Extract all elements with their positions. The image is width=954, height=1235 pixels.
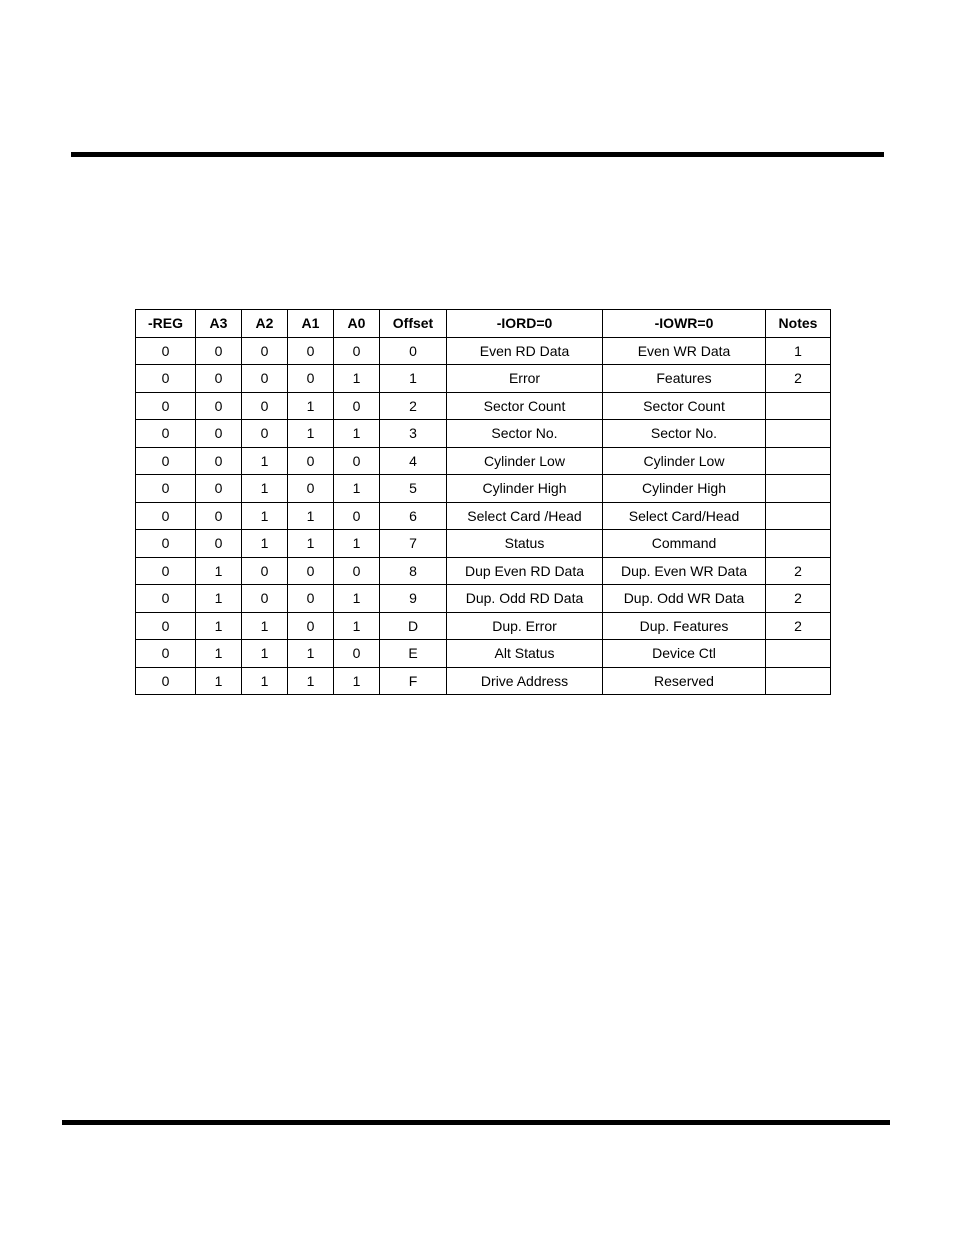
cell-offset: 5 xyxy=(380,475,447,503)
cell-notes xyxy=(766,530,831,558)
cell-iowr: Dup. Even WR Data xyxy=(603,557,766,585)
cell-a1: 1 xyxy=(288,640,334,668)
cell-a3: 0 xyxy=(196,530,242,558)
cell-a2: 0 xyxy=(242,365,288,393)
cell-a1: 0 xyxy=(288,365,334,393)
cell-a3: 1 xyxy=(196,585,242,613)
cell-iord: Even RD Data xyxy=(447,337,603,365)
cell-a2: 0 xyxy=(242,392,288,420)
cell-notes xyxy=(766,420,831,448)
column-header-iord: -IORD=0 xyxy=(447,310,603,338)
cell-reg: 0 xyxy=(136,502,196,530)
cell-a2: 1 xyxy=(242,667,288,695)
cell-offset: 1 xyxy=(380,365,447,393)
cell-reg: 0 xyxy=(136,585,196,613)
table-row xyxy=(136,475,831,503)
cell-iord: Dup. Error xyxy=(447,612,603,640)
cell-notes xyxy=(766,640,831,668)
cell-a0: 0 xyxy=(334,557,380,585)
cell-reg: 0 xyxy=(136,337,196,365)
cell-reg: 0 xyxy=(136,447,196,475)
cell-a2: 0 xyxy=(242,585,288,613)
table-row xyxy=(136,337,831,365)
cell-a3: 0 xyxy=(196,337,242,365)
cell-iowr: Reserved xyxy=(603,667,766,695)
cell-offset: 7 xyxy=(380,530,447,558)
cell-a2: 1 xyxy=(242,612,288,640)
column-header-notes: Notes xyxy=(766,310,831,338)
table-header-row xyxy=(136,310,831,338)
cell-a1: 0 xyxy=(288,447,334,475)
table-row xyxy=(136,585,831,613)
cell-a2: 1 xyxy=(242,502,288,530)
table-row xyxy=(136,640,831,668)
cell-a0: 1 xyxy=(334,612,380,640)
cell-iord: Cylinder Low xyxy=(447,447,603,475)
cell-notes: 2 xyxy=(766,365,831,393)
column-header-a1: A1 xyxy=(288,310,334,338)
cell-offset: 8 xyxy=(380,557,447,585)
cell-iord: Error xyxy=(447,365,603,393)
cell-a0: 1 xyxy=(334,530,380,558)
cell-a3: 1 xyxy=(196,640,242,668)
cell-a0: 0 xyxy=(334,392,380,420)
cell-iord: Drive Address xyxy=(447,667,603,695)
cell-a0: 1 xyxy=(334,365,380,393)
cell-iowr: Command xyxy=(603,530,766,558)
column-header-a2: A2 xyxy=(242,310,288,338)
column-header-a3: A3 xyxy=(196,310,242,338)
cell-iowr: Cylinder High xyxy=(603,475,766,503)
cell-offset: 3 xyxy=(380,420,447,448)
column-header-a0: A0 xyxy=(334,310,380,338)
cell-offset: E xyxy=(380,640,447,668)
cell-reg: 0 xyxy=(136,640,196,668)
cell-a2: 0 xyxy=(242,337,288,365)
table-row xyxy=(136,667,831,695)
cell-a1: 0 xyxy=(288,475,334,503)
cell-iord: Dup Even RD Data xyxy=(447,557,603,585)
cell-a3: 1 xyxy=(196,612,242,640)
table-row xyxy=(136,612,831,640)
cell-a3: 0 xyxy=(196,447,242,475)
cell-iord: Sector Count xyxy=(447,392,603,420)
cell-a1: 1 xyxy=(288,420,334,448)
cell-iowr: Dup. Features xyxy=(603,612,766,640)
cell-a0: 0 xyxy=(334,337,380,365)
cell-notes xyxy=(766,667,831,695)
cell-a2: 1 xyxy=(242,530,288,558)
cell-a1: 0 xyxy=(288,585,334,613)
cell-a3: 0 xyxy=(196,365,242,393)
cell-a0: 0 xyxy=(334,447,380,475)
cell-iord: Sector No. xyxy=(447,420,603,448)
cell-notes xyxy=(766,392,831,420)
table-row xyxy=(136,530,831,558)
cell-a0: 1 xyxy=(334,585,380,613)
cell-notes xyxy=(766,502,831,530)
cell-a2: 1 xyxy=(242,475,288,503)
cell-a3: 1 xyxy=(196,557,242,585)
cell-reg: 0 xyxy=(136,392,196,420)
table-row xyxy=(136,447,831,475)
cell-a0: 1 xyxy=(334,475,380,503)
cell-offset: 4 xyxy=(380,447,447,475)
cell-iowr: Device Ctl xyxy=(603,640,766,668)
header-divider xyxy=(71,152,884,157)
cell-iowr: Even WR Data xyxy=(603,337,766,365)
cell-iowr: Sector No. xyxy=(603,420,766,448)
cell-iord: Dup. Odd RD Data xyxy=(447,585,603,613)
cell-notes: 2 xyxy=(766,585,831,613)
cell-a1: 0 xyxy=(288,612,334,640)
cell-iowr: Dup. Odd WR Data xyxy=(603,585,766,613)
cell-a2: 0 xyxy=(242,420,288,448)
cell-a1: 1 xyxy=(288,392,334,420)
cell-reg: 0 xyxy=(136,612,196,640)
cell-a3: 0 xyxy=(196,420,242,448)
cell-iord: Cylinder High xyxy=(447,475,603,503)
column-header-iowr: -IOWR=0 xyxy=(603,310,766,338)
cell-offset: F xyxy=(380,667,447,695)
table-row xyxy=(136,392,831,420)
cell-a1: 1 xyxy=(288,502,334,530)
table-body xyxy=(136,337,831,695)
cell-iowr: Features xyxy=(603,365,766,393)
cell-a3: 0 xyxy=(196,502,242,530)
cell-notes xyxy=(766,475,831,503)
cell-offset: 0 xyxy=(380,337,447,365)
cell-a1: 1 xyxy=(288,530,334,558)
cell-notes: 1 xyxy=(766,337,831,365)
table-row xyxy=(136,420,831,448)
cell-offset: D xyxy=(380,612,447,640)
cell-reg: 0 xyxy=(136,365,196,393)
cell-iord: Alt Status xyxy=(447,640,603,668)
cell-notes xyxy=(766,447,831,475)
cell-iowr: Sector Count xyxy=(603,392,766,420)
cell-a1: 0 xyxy=(288,557,334,585)
cell-a1: 1 xyxy=(288,667,334,695)
register-table xyxy=(135,309,831,695)
cell-offset: 9 xyxy=(380,585,447,613)
cell-reg: 0 xyxy=(136,420,196,448)
cell-notes: 2 xyxy=(766,557,831,585)
cell-reg: 0 xyxy=(136,530,196,558)
cell-reg: 0 xyxy=(136,475,196,503)
cell-notes: 2 xyxy=(766,612,831,640)
cell-a3: 0 xyxy=(196,392,242,420)
cell-iowr: Select Card/Head xyxy=(603,502,766,530)
column-header-reg: -REG xyxy=(136,310,196,338)
cell-iord: Status xyxy=(447,530,603,558)
cell-a0: 1 xyxy=(334,667,380,695)
cell-iowr: Cylinder Low xyxy=(603,447,766,475)
cell-reg: 0 xyxy=(136,557,196,585)
cell-a2: 0 xyxy=(242,557,288,585)
cell-a2: 1 xyxy=(242,447,288,475)
cell-reg: 0 xyxy=(136,667,196,695)
cell-iord: Select Card /Head xyxy=(447,502,603,530)
cell-offset: 2 xyxy=(380,392,447,420)
table-row xyxy=(136,557,831,585)
cell-a2: 1 xyxy=(242,640,288,668)
cell-a1: 0 xyxy=(288,337,334,365)
cell-a0: 0 xyxy=(334,502,380,530)
cell-a0: 0 xyxy=(334,640,380,668)
footer-divider xyxy=(62,1120,890,1125)
cell-a3: 0 xyxy=(196,475,242,503)
cell-offset: 6 xyxy=(380,502,447,530)
column-header-offset: Offset xyxy=(380,310,447,338)
cell-a0: 1 xyxy=(334,420,380,448)
cell-a3: 1 xyxy=(196,667,242,695)
table-row xyxy=(136,502,831,530)
table-row xyxy=(136,365,831,393)
